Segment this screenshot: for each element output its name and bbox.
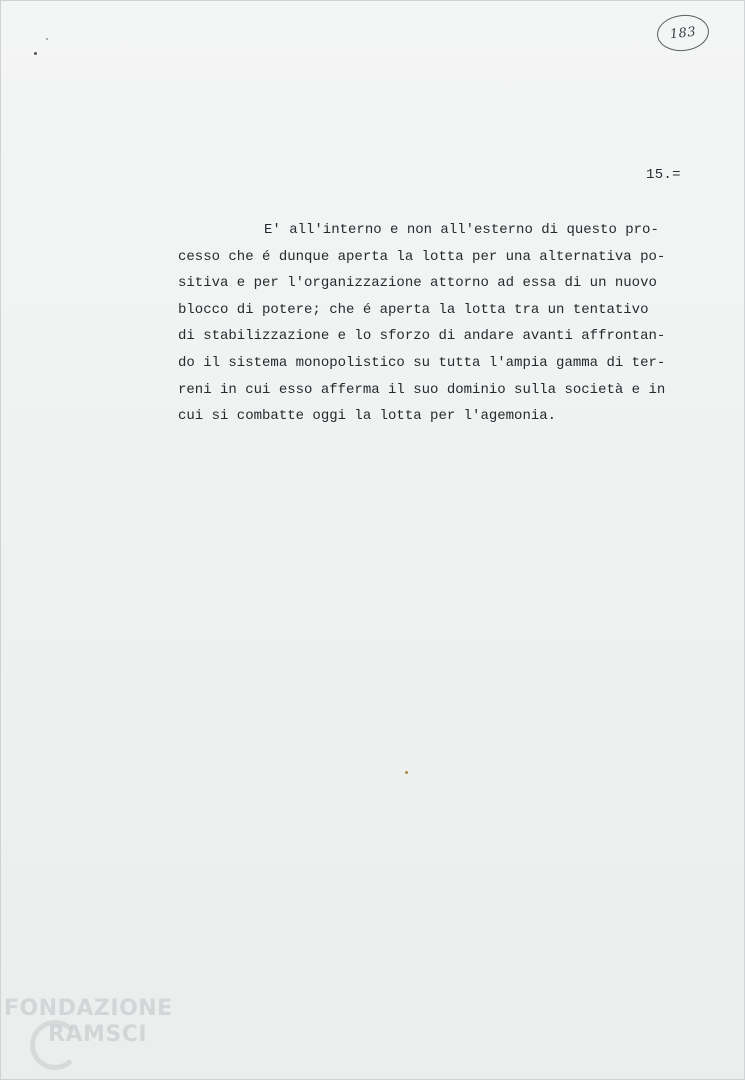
text-line: sitiva e per l'organizzazione attorno ad essa di un nuovo bbox=[178, 275, 657, 292]
ink-speck bbox=[46, 38, 48, 40]
text-line: cesso che é dunque aperta la lotta per una alternativa po- bbox=[178, 248, 666, 265]
ink-speck bbox=[34, 52, 37, 55]
text-line: reni in cui esso afferma il suo dominio sulla società e in bbox=[178, 381, 666, 398]
archive-number: 183 bbox=[669, 24, 697, 42]
text-line: di stabilizzazione e lo sforzo di andare avanti affrontan- bbox=[178, 328, 666, 345]
text-line: blocco di potere; che é aperta la lotta tra un tentativo bbox=[178, 301, 649, 318]
typed-paragraph bbox=[178, 217, 718, 430]
watermark-line-2: RAMSCI bbox=[48, 1022, 148, 1047]
ink-speck bbox=[405, 771, 408, 774]
text-line: E' all'interno e non all'esterno di questo pro- bbox=[264, 222, 659, 238]
archive-watermark bbox=[4, 996, 173, 1048]
watermark-line-1: FONDAZIONE bbox=[4, 996, 173, 1021]
text-line: cui si combatte oggi la lotta per l'agemonia. bbox=[178, 408, 557, 425]
page-number: 15.= bbox=[646, 167, 681, 183]
archive-number-stamp bbox=[655, 12, 710, 53]
text-line: do il sistema monopolistico su tutta l'ampia gamma di ter- bbox=[178, 354, 666, 371]
